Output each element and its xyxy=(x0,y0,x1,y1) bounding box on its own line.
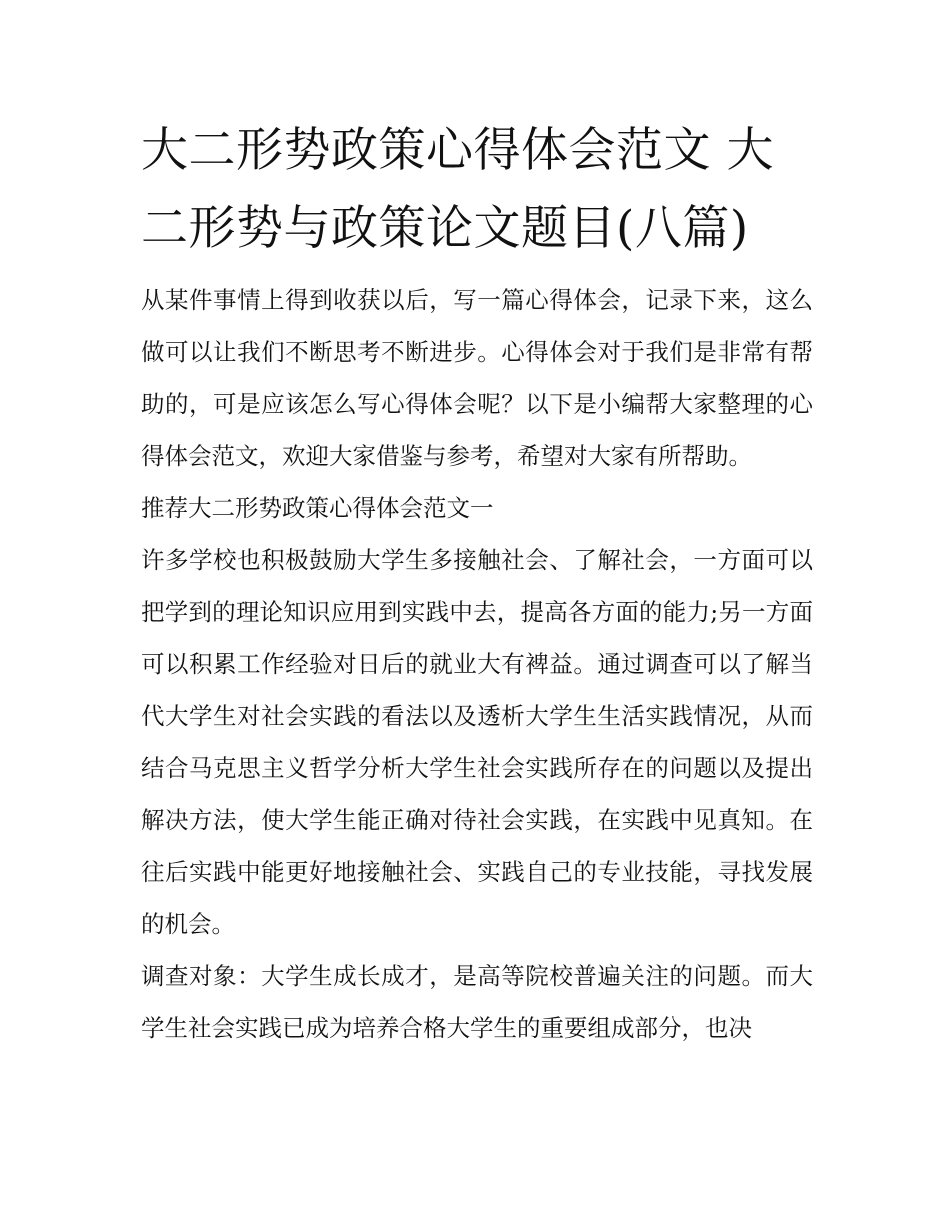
document-title: 大二形势政策心得体会范文 大二形势与政策论文题目(八篇) xyxy=(141,123,774,256)
body-paragraph-1: 许多学校也积极鼓励大学生多接触社会、了解社会，一方面可以把学到的理论知识应用到实践中去，提高各方面的能力;另一方面可以积累工作经验对日后的就业大有裨益。通过调查可以了解当代大学生对社会实践的看法以及透析大学生生活实践情况，从而结合马克思主义哲学分析大学生社会实践所存在的问题以及提出解决方法，使大学生能正确对待社会实践，在实践中见真知。在往后实践中能更好地接触社会、实践自己的专业技能，寻找发展的机会。 xyxy=(141,546,813,938)
body-paragraph-2: 调查对象：大学生成长成才，是高等院校普遍关注的问题。而大学生社会实践已成为培养合格大学生的重要组成部分，也决 xyxy=(141,962,813,1042)
document-page xyxy=(141,112,813,1054)
section-heading: 推荐大二形势政策心得体会范文一 xyxy=(141,494,494,522)
intro-paragraph: 从某件事情上得到收获以后，写一篇心得体会，记录下来，这么做可以让我们不断思考不断进步。心得体会对于我们是非常有帮助的，可是应该怎么写心得体会呢？以下是小编帮大家整理的心得体会范文，欢迎大家借鉴与参考，希望对大家有所帮助。 xyxy=(141,286,813,470)
